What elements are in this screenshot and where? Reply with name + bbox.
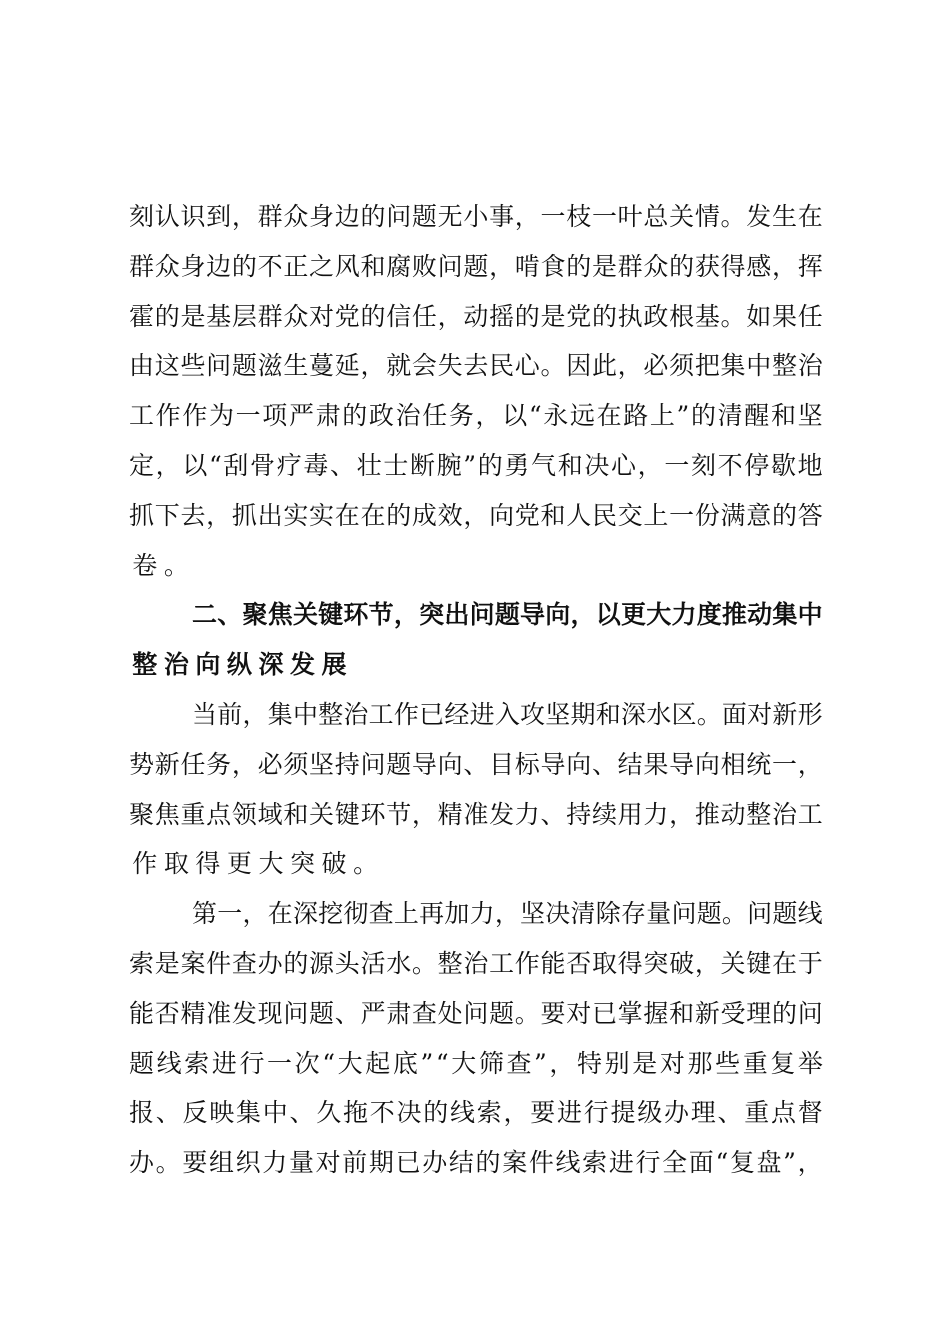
text-line: 由 这 些 问 题 滋 生 蔓 延 ， 就 会 失 去 民 心 。 因 此 ， 必 须 把 集 中 整 治 bbox=[129, 351, 823, 381]
text-line: 能 否 精 准 发 现 问 题 、 严 肃 查 处 问 题 。 要 对 已 掌 握 和 新 受 理 的 问 bbox=[129, 998, 823, 1028]
text-line: 聚 焦 重 点 领 域 和 关 键 环 节 ， 精 准 发 力 、 持 续 用 力 ， 推 动 整 治 工 bbox=[129, 799, 823, 829]
text-line: 办 。 要 组 织 力 量 对 前 期 已 办 结 的 案 件 线 索 进 行 全 面 “ 复 盘 ” ， bbox=[129, 1148, 823, 1178]
text-line: 势 新 任 务 ， 必 须 坚 持 问 题 导 向 、 目 标 导 向 、 结 果 导 向 相 统 一 ， bbox=[129, 749, 823, 779]
text-line: 卷 。 bbox=[132, 550, 189, 580]
section-heading-line: 二 、 聚 焦 关 键 环 节 ， 突 出 问 题 导 向 ， 以 更 大 力 度 推 动 集 中 bbox=[192, 600, 823, 630]
text-line: 霍 的 是 基 层 群 众 对 党 的 信 任 ， 动 摇 的 是 党 的 执 政 根 基 。 如 果 任 bbox=[129, 301, 823, 331]
text-line: 第 一 ， 在 深 挖 彻 查 上 再 加 力 ， 坚 决 清 除 存 量 问 题 。 问 题 线 bbox=[192, 899, 823, 929]
text-line: 索 是 案 件 查 办 的 源 头 活 水 。 整 治 工 作 能 否 取 得 突 破 ， 关 键 在 于 bbox=[129, 948, 823, 978]
text-line: 刻 认 识 到 ， 群 众 身 边 的 问 题 无 小 事 ， 一 枝 一 叶 总 关 情 。 发 生 在 bbox=[129, 202, 823, 231]
text-line: 题 线 索 进 行 一 次 “ 大 起 底 ” “ 大 筛 查 ” ， 特 别 是 对 那 些 重 复 举 bbox=[129, 1048, 823, 1078]
text-line: 抓 下 去 ， 抓 出 实 实 在 在 的 成 效 ， 向 党 和 人 民 交 上 一 份 满 意 的 答 bbox=[129, 500, 823, 530]
text-line: 当 前 ， 集 中 整 治 工 作 已 经 进 入 攻 坚 期 和 深 水 区 。 面 对 新 形 bbox=[192, 699, 823, 729]
section-heading-line: 整 治 向 纵 深 发 展 bbox=[132, 650, 347, 680]
text-line: 工 作 作 为 一 项 严 肃 的 政 治 任 务 ， 以 “ 永 远 在 路 上 ” 的 清 醒 和 坚 bbox=[129, 401, 823, 431]
document-body bbox=[129, 192, 823, 1188]
text-line: 报 、 反 映 集 中 、 久 拖 不 决 的 线 索 ， 要 进 行 提 级 办 理 、 重 点 督 bbox=[129, 1098, 823, 1128]
text-line: 作 取 得 更 大 突 破 。 bbox=[132, 849, 379, 879]
text-line: 定 ， 以 “ 刮 骨 疗 毒 、 壮 士 断 腕 ” 的 勇 气 和 决 心 ， 一 刻 不 停 歇 地 bbox=[129, 450, 823, 480]
text-line: 群 众 身 边 的 不 正 之 风 和 腐 败 问 题 ， 啃 食 的 是 群 众 的 获 得 感 ， 挥 bbox=[129, 251, 823, 281]
